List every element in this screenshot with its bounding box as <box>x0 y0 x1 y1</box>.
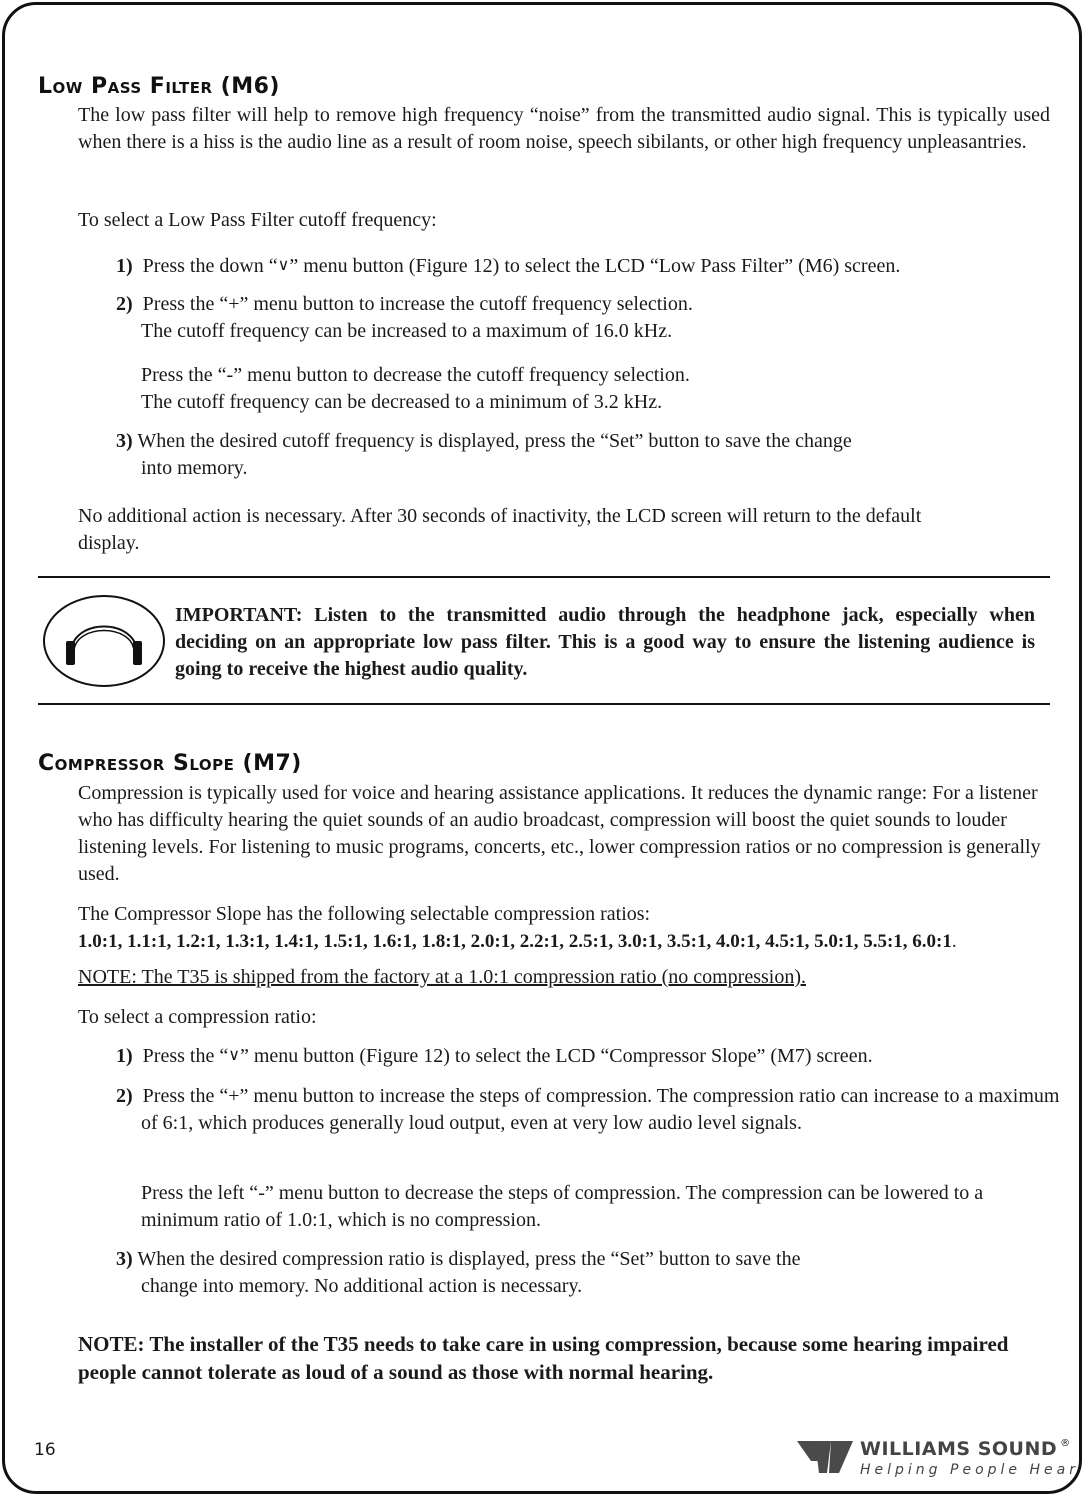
compressor-step-2-decrease: Press the left “-” menu button to decrease the steps of compression. The compression can be lowered to a minimum ratio of 1.0:1, which is no compression. <box>141 1182 984 1231</box>
step-text: Press the “ <box>142 1045 229 1067</box>
section-heading-compressor-slope: Compressor Slope (M7) <box>38 751 302 776</box>
lpf-step-2-min: The cutoff frequency can be decreased to a minimum of 3.2 kHz. <box>141 391 663 413</box>
lpf-step-2-max: The cutoff frequency can be increased to a maximum of 16.0 kHz. <box>141 320 673 342</box>
lpf-select-intro: To select a Low Pass Filter cutoff frequency: <box>78 209 437 231</box>
step-number: 3) <box>116 430 133 452</box>
down-arrow-icon: ∨ <box>277 255 290 274</box>
compressor-select-intro: To select a compression ratio: <box>78 1006 317 1028</box>
williams-sound-logo-icon <box>795 1437 855 1477</box>
brand-tagline: Helping People Hear <box>860 1462 1079 1478</box>
headphone-icon <box>42 593 166 689</box>
step-number: 1) <box>116 1045 133 1067</box>
compressor-ratios-intro: The Compressor Slope has the following selectable compression ratios: <box>78 903 651 925</box>
lpf-closing: No additional action is necessary. After 30 seconds of inactivity, the LCD screen will return to the default display. <box>78 505 922 554</box>
section-heading-low-pass-filter: Low Pass Filter (M6) <box>38 74 280 99</box>
compressor-intro: Compression is typically used for voice and hearing assistance applications. It reduces the dynamic range: For a listener who has difficulty hearing the quiet sounds of an audio broadcast, compression will boost the quiet sounds to louder listening levels. For listening to music programs, concerts, etc., lower compression ratios or no compression is generally used. <box>78 782 1041 885</box>
installer-note: NOTE: The installer of the T35 needs to take care in using compression, because some hearing impaired people cannot tolerate as loud of a sound as those with normal hearing. <box>78 1332 1009 1384</box>
step-text: Press the “+” menu button to increase the cutoff frequency selection. <box>142 293 693 315</box>
lpf-step-2 <box>116 291 693 318</box>
lpf-intro: The low pass filter will help to remove high frequency “noise” from the transmitted audio signal. This is typically used when there is a hiss is the audio line as a result of room noise, speech sibilants, or other high frequency unpleasantries. <box>78 104 1050 153</box>
compressor-ratios <box>78 928 957 955</box>
lpf-step-3 <box>116 428 852 455</box>
down-arrow-icon: ∨ <box>228 1045 240 1064</box>
step-number: 3) <box>116 1248 133 1270</box>
step-text: Press the down “ <box>142 255 278 277</box>
divider-top <box>38 576 1050 578</box>
compressor-step-3-cont: change into memory. No additional action is necessary. <box>141 1275 583 1297</box>
ratio-list: 1.0:1, 1.1:1, 1.2:1, 1.3:1, 1.4:1, 1.5:1, 1.6:1, 1.8:1, 2.0:1, 2.2:1, 2.5:1, 3.0:1, 3.5:1, 4.0:1, 4.5:1, 5.0:1, 5.5:1, 6.0:1 <box>78 931 952 952</box>
compressor-step-1 <box>116 1043 873 1070</box>
page-number: 16 <box>34 1440 56 1460</box>
step-number: 2) <box>116 293 133 315</box>
compressor-step-3 <box>116 1246 800 1273</box>
step-number: 2) <box>116 1085 133 1107</box>
lpf-step-3-cont: into memory. <box>141 457 248 479</box>
step-number: 1) <box>116 255 133 277</box>
important-note: IMPORTANT: Listen to the transmitted audio through the headphone jack, especially when deciding on an appropriate low pass filter. This is a good way to ensure the listening audience is going to receive the highest audio quality. <box>175 604 1035 680</box>
lpf-step-2-decrease: Press the “-” menu button to decrease the cutoff frequency selection. <box>141 364 690 386</box>
registered-mark: ® <box>1060 1438 1071 1449</box>
step-text: Press the “+” menu button to increase the steps of compression. The compression ratio can increase to a maximum of 6:1, which produces generally loud output, even at very low audio level signals. <box>141 1085 1060 1134</box>
brand-block <box>860 1438 1070 1460</box>
brand-name: WILLIAMS SOUND <box>860 1438 1058 1460</box>
step-text: When the desired cutoff frequency is displayed, press the “Set” button to save the change <box>137 430 852 452</box>
divider-bottom <box>38 703 1050 705</box>
step-text: When the desired compression ratio is displayed, press the “Set” button to save the <box>137 1248 801 1270</box>
step-text: ” menu button (Figure 12) to select the LCD “Compressor Slope” (M7) screen. <box>239 1045 873 1067</box>
shipping-note: NOTE: The T35 is shipped from the factory at a 1.0:1 compression ratio (no compression). <box>78 966 806 988</box>
ratio-list-end: . <box>951 931 957 952</box>
compressor-step-2 <box>116 1083 1061 1137</box>
step-text: ” menu button (Figure 12) to select the LCD “Low Pass Filter” (M6) screen. <box>289 255 901 277</box>
lpf-step-1 <box>116 253 900 280</box>
